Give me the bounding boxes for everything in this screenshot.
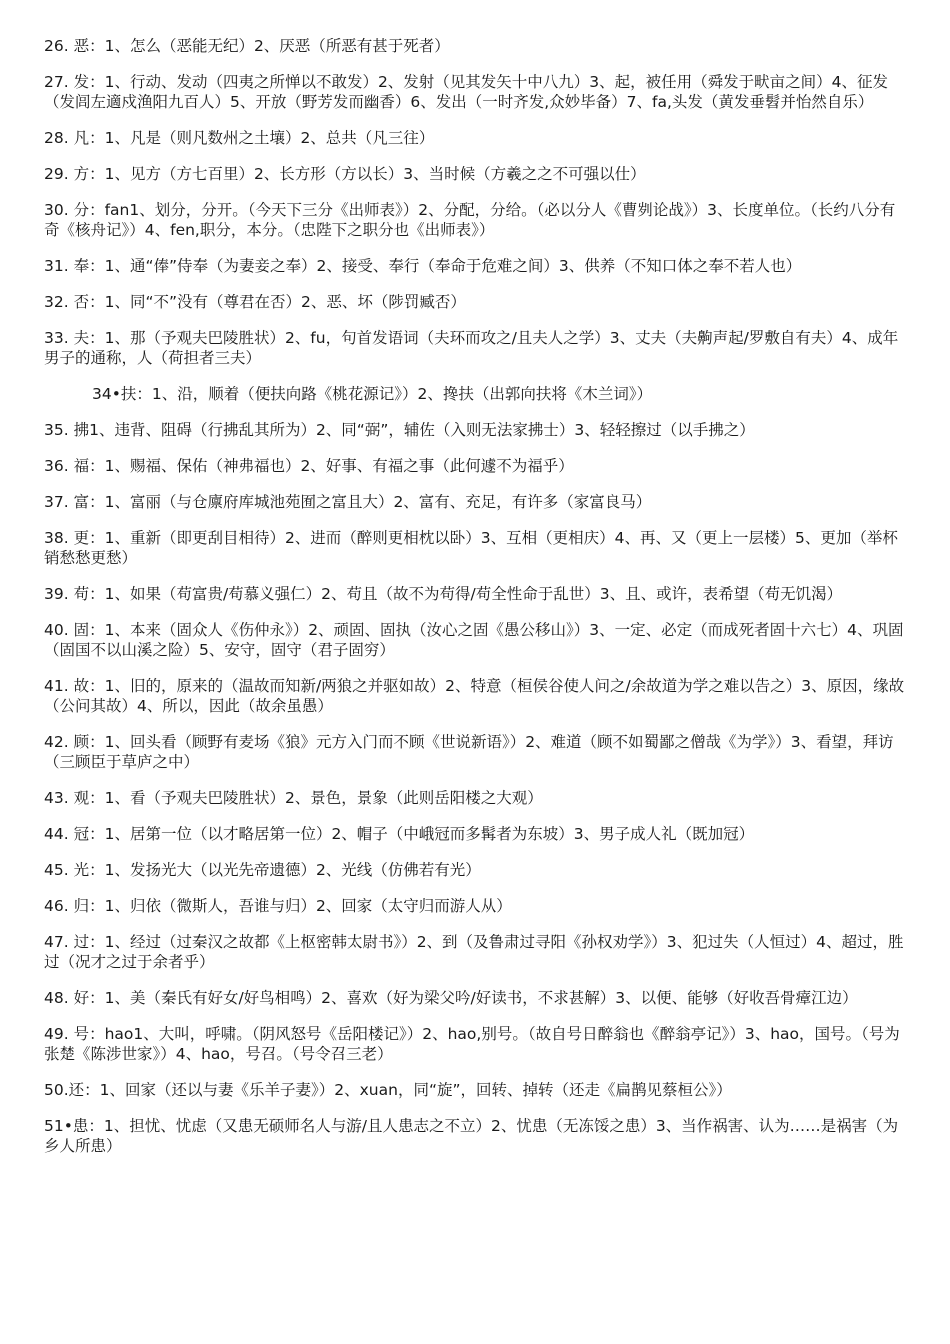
entry-44: 44. 冠：1、居第一位（以才略居第一位）2、帽子（中峨冠而多髯者为东坡）3、男子成人礼（既加冠） (44, 825, 755, 843)
entry-30: 30. 分：fan1、划分，分开。（今天下三分《出师表》）2、分配，分给。（必以分人《曹刿论战》）3、长度单位。（长约八分有奇《核舟记》）4、fen,职分，本分。（忠陛下之职分也《出师表》） (44, 201, 896, 239)
entry-28: 28. 凡：1、凡是（则凡数州之土壤）2、总共（凡三往） (44, 129, 435, 147)
entry-26: 26. 恶：1、怎么（恶能无纪）2、厌恶（所恶有甚于死者） (44, 37, 450, 55)
entry-48: 48. 好：1、美（秦氏有好女/好鸟相鸣）2、喜欢（好为梁父吟/好读书，不求甚解）3、以便、能够（好收吾骨瘴江边） (44, 989, 858, 1007)
entry-39: 39. 苟：1、如果（苟富贵/苟慕义强仁）2、苟且（故不为苟得/苟全性命于乱世）3、且、或许，表希望（苟无饥渴） (44, 585, 843, 603)
entry-35: 35. 拂1、违背、阻碍（行拂乱其所为）2、同“弼”，辅佐（入则无法家拂士）3、轻轻擦过（以手拂之） (44, 421, 755, 439)
entry-43: 43. 观：1、看（予观夫巴陵胜状）2、景色，景象（此则岳阳楼之大观） (44, 789, 543, 807)
entry-37: 37. 富：1、富丽（与仓廪府库城池苑囿之富且大）2、富有、充足，有许多（家富良马） (44, 493, 652, 511)
entry-45: 45. 光：1、发扬光大（以光先帝遗德）2、光线（仿佛若有光） (44, 861, 481, 879)
entry-33: 33. 夫：1、那（予观夫巴陵胜状）2、fu，句首发语词（夫环而攻之/且夫人之学）3、丈夫（夫齁声起/罗敷自有夫）4、成年男子的通称，人（荷担者三夫） (44, 329, 899, 367)
entry-50: 50.还：1、回家（还以与妻《乐羊子妻》）2、xuan，同“旋”，回转、掉转（还走《扁鹊见蔡桓公》） (44, 1081, 732, 1099)
entry-47: 47. 过：1、经过（过秦汉之故都《上枢密韩太尉书》）2、到（及鲁肃过寻阳《孙权劝学》）3、犯过失（人恒过）4、超过，胜过（况才之过于余者乎） (44, 933, 904, 971)
entry-34: 34•扶：1、沿，顺着（便扶向路《桃花源记》）2、搀扶（出郭向扶将《木兰词》） (92, 385, 653, 403)
entry-49: 49. 号：hao1、大叫，呼啸。（阴风怒号《岳阳楼记》）2、hao,别号。（故自号日醉翁也《醉翁亭记》）3、hao，国号。（号为张楚《陈涉世家》）4、hao，号召。（号令召三老） (44, 1025, 900, 1063)
entry-41: 41. 故：1、旧的，原来的（温故而知新/两狼之并驱如故）2、特意（桓侯谷使人问之/余故道为学之难以告之）3、原因，缘故（公问其故）4、所以，因此（故余虽愚） (44, 677, 905, 715)
entry-27: 27. 发：1、行动、发动（四夷之所惮以不敢发）2、发射（见其发矢十中八九）3、起，被任用（舜发于畎亩之间）4、征发（发闾左適戍渔阳九百人）5、开放（野芳发而幽香）6、发出（一时齐发,众妙毕备）7、fa,头发（黄发垂髫并怡然自乐） (44, 73, 889, 111)
entry-51: 51•患：1、担忧、忧虑（又患无硕师名人与游/且人患志之不立）2、忧患（无冻馁之患）3、当作祸害、认为……是祸害（为乡人所患） (44, 1117, 899, 1155)
entry-36: 36. 福：1、赐福、保佑（神弗福也）2、好事、有福之事（此何遽不为福乎） (44, 457, 574, 475)
entry-32: 32. 否：1、同“不”没有（尊君在否）2、恶、坏（陟罚臧否） (44, 293, 466, 311)
entry-40: 40. 固：1、本来（固众人《伤仲永》）2、顽固、固执（汝心之固《愚公移山》）3、一定、必定（而成死者固十六七）4、巩固（固国不以山溪之险）5、安守，固守（君子固穷） (44, 621, 904, 659)
entry-46: 46. 归：1、归依（微斯人，吾谁与归）2、回家（太守归而游人从） (44, 897, 512, 915)
entry-38: 38. 更：1、重新（即更刮目相待）2、进而（醉则更相枕以卧）3、互相（更相庆）4、再、又（更上一层楼）5、更加（举杯销愁愁更愁） (44, 529, 898, 567)
document-page (44, 36, 910, 1172)
entry-31: 31. 奉：1、通“俸”侍奉（为妻妾之奉）2、接受、奉行（奉命于危难之间）3、供养（不知口体之奉不若人也） (44, 257, 802, 275)
entry-29: 29. 方：1、见方（方七百里）2、长方形（方以长）3、当时候（方羲之之不可强以仕） (44, 165, 646, 183)
entry-42: 42. 顾：1、回头看（顾野有麦场《狼》元方入门而不顾《世说新语》）2、难道（顾不如蜀鄙之僧哉《为学》）3、看望，拜访（三顾臣于草庐之中） (44, 733, 894, 771)
